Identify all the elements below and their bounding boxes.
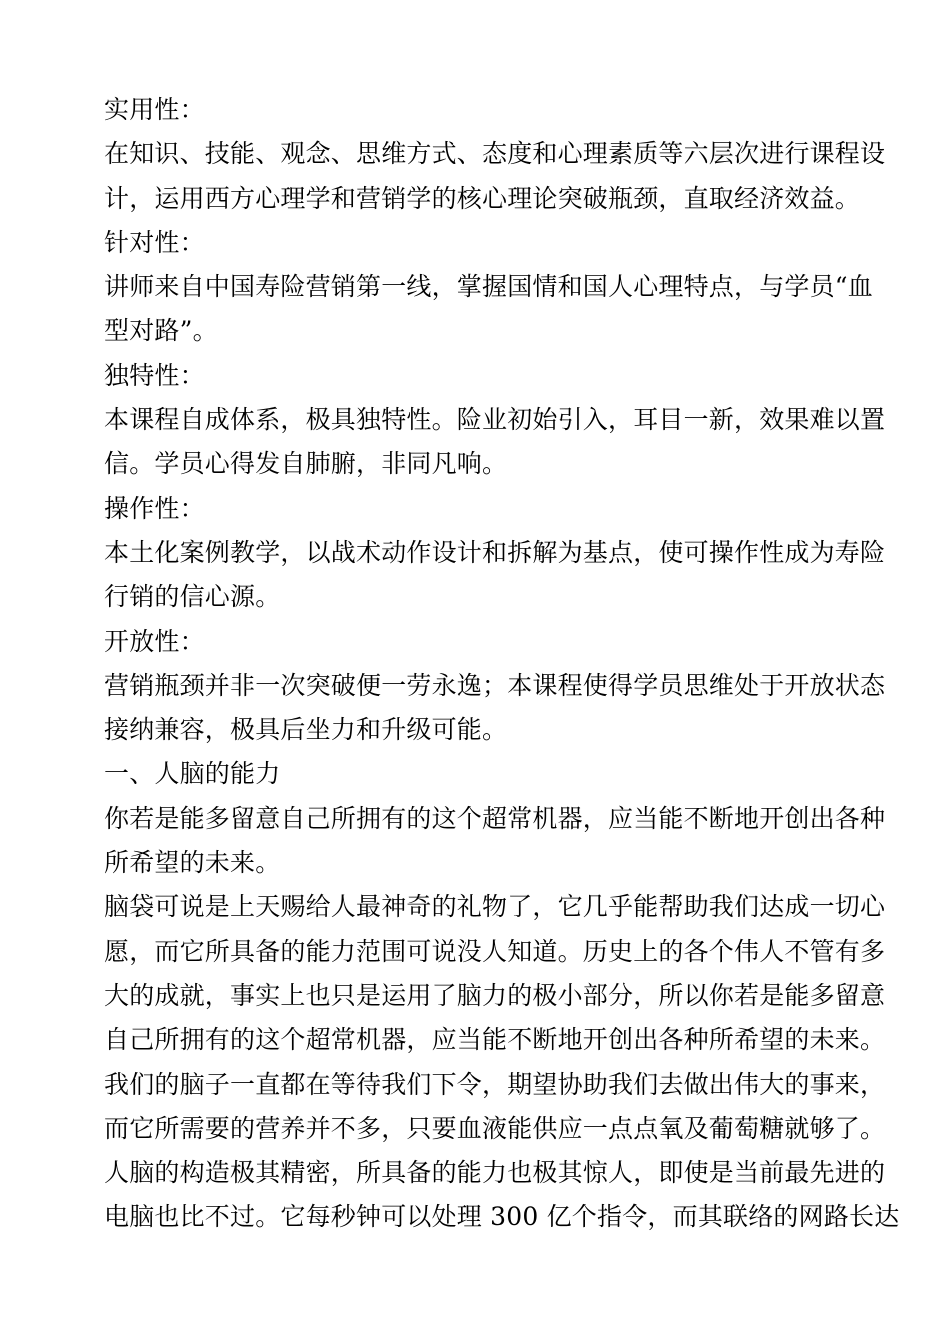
text-line: 操作性： xyxy=(104,493,205,523)
text-line: 讲师来自中国寿险营销第一线，掌握国情和国人心理特点，与学员“血 xyxy=(104,272,873,302)
text-line: 大的成就，事实上也只是运用了脑力的极小部分，所以你若是能多留意 xyxy=(104,980,886,1010)
text-line: 计，运用西方心理学和营销学的核心理论突破瓶颈，直取经济效益。 xyxy=(104,183,861,213)
text-line: 而它所需要的营养并不多，只要血液能供应一点点氧及葡萄糖就够了。 xyxy=(104,1113,886,1143)
text-line: 接纳兼容，极具后坐力和升级可能。 xyxy=(104,715,508,745)
text-line: 型对路”。 xyxy=(104,316,218,346)
text-line: 脑袋可说是上天赐给人最神奇的礼物了，它几乎能帮助我们达成一切心 xyxy=(104,892,886,922)
text-line: 本土化案例教学，以战术动作设计和拆解为基点，使可操作性成为寿险 xyxy=(104,537,886,567)
text-line: 电脑也比不过。它每秒钟可以处理 300 亿个指令，而其联络的网路长达 xyxy=(104,1202,900,1232)
text-line: 本课程自成体系，极具独特性。险业初始引入，耳目一新，效果难以置 xyxy=(104,405,886,435)
text-line: 愿，而它所具备的能力范围可说没人知道。历史上的各个伟人不管有多 xyxy=(104,936,886,966)
text-line: 所希望的未来。 xyxy=(104,848,281,878)
text-line: 行销的信心源。 xyxy=(104,582,281,612)
text-line: 开放性： xyxy=(104,626,205,656)
text-line: 我们的脑子一直都在等待我们下令，期望协助我们去做出伟大的事来， xyxy=(104,1069,886,1099)
text-line: 在知识、技能、观念、思维方式、态度和心理素质等六层次进行课程设 xyxy=(104,139,886,169)
text-line: 你若是能多留意自己所拥有的这个超常机器，应当能不断地开创出各种 xyxy=(104,803,886,833)
document-body xyxy=(104,88,900,1240)
text-line: 一、人脑的能力 xyxy=(104,759,281,789)
text-line: 实用性： xyxy=(104,95,205,124)
text-line: 针对性： xyxy=(104,227,205,257)
text-line: 营销瓶颈并非一次突破便一劳永逸；本课程使得学员思维处于开放状态 xyxy=(104,670,886,700)
text-line: 自己所拥有的这个超常机器，应当能不断地开创出各种所希望的未来。 xyxy=(104,1025,886,1055)
text-line: 信。学员心得发自肺腑，非同凡响。 xyxy=(104,449,508,479)
text-line: 人脑的构造极其精密，所具备的能力也极其惊人，即使是当前最先进的 xyxy=(104,1158,886,1188)
text-line: 独特性： xyxy=(104,360,205,390)
